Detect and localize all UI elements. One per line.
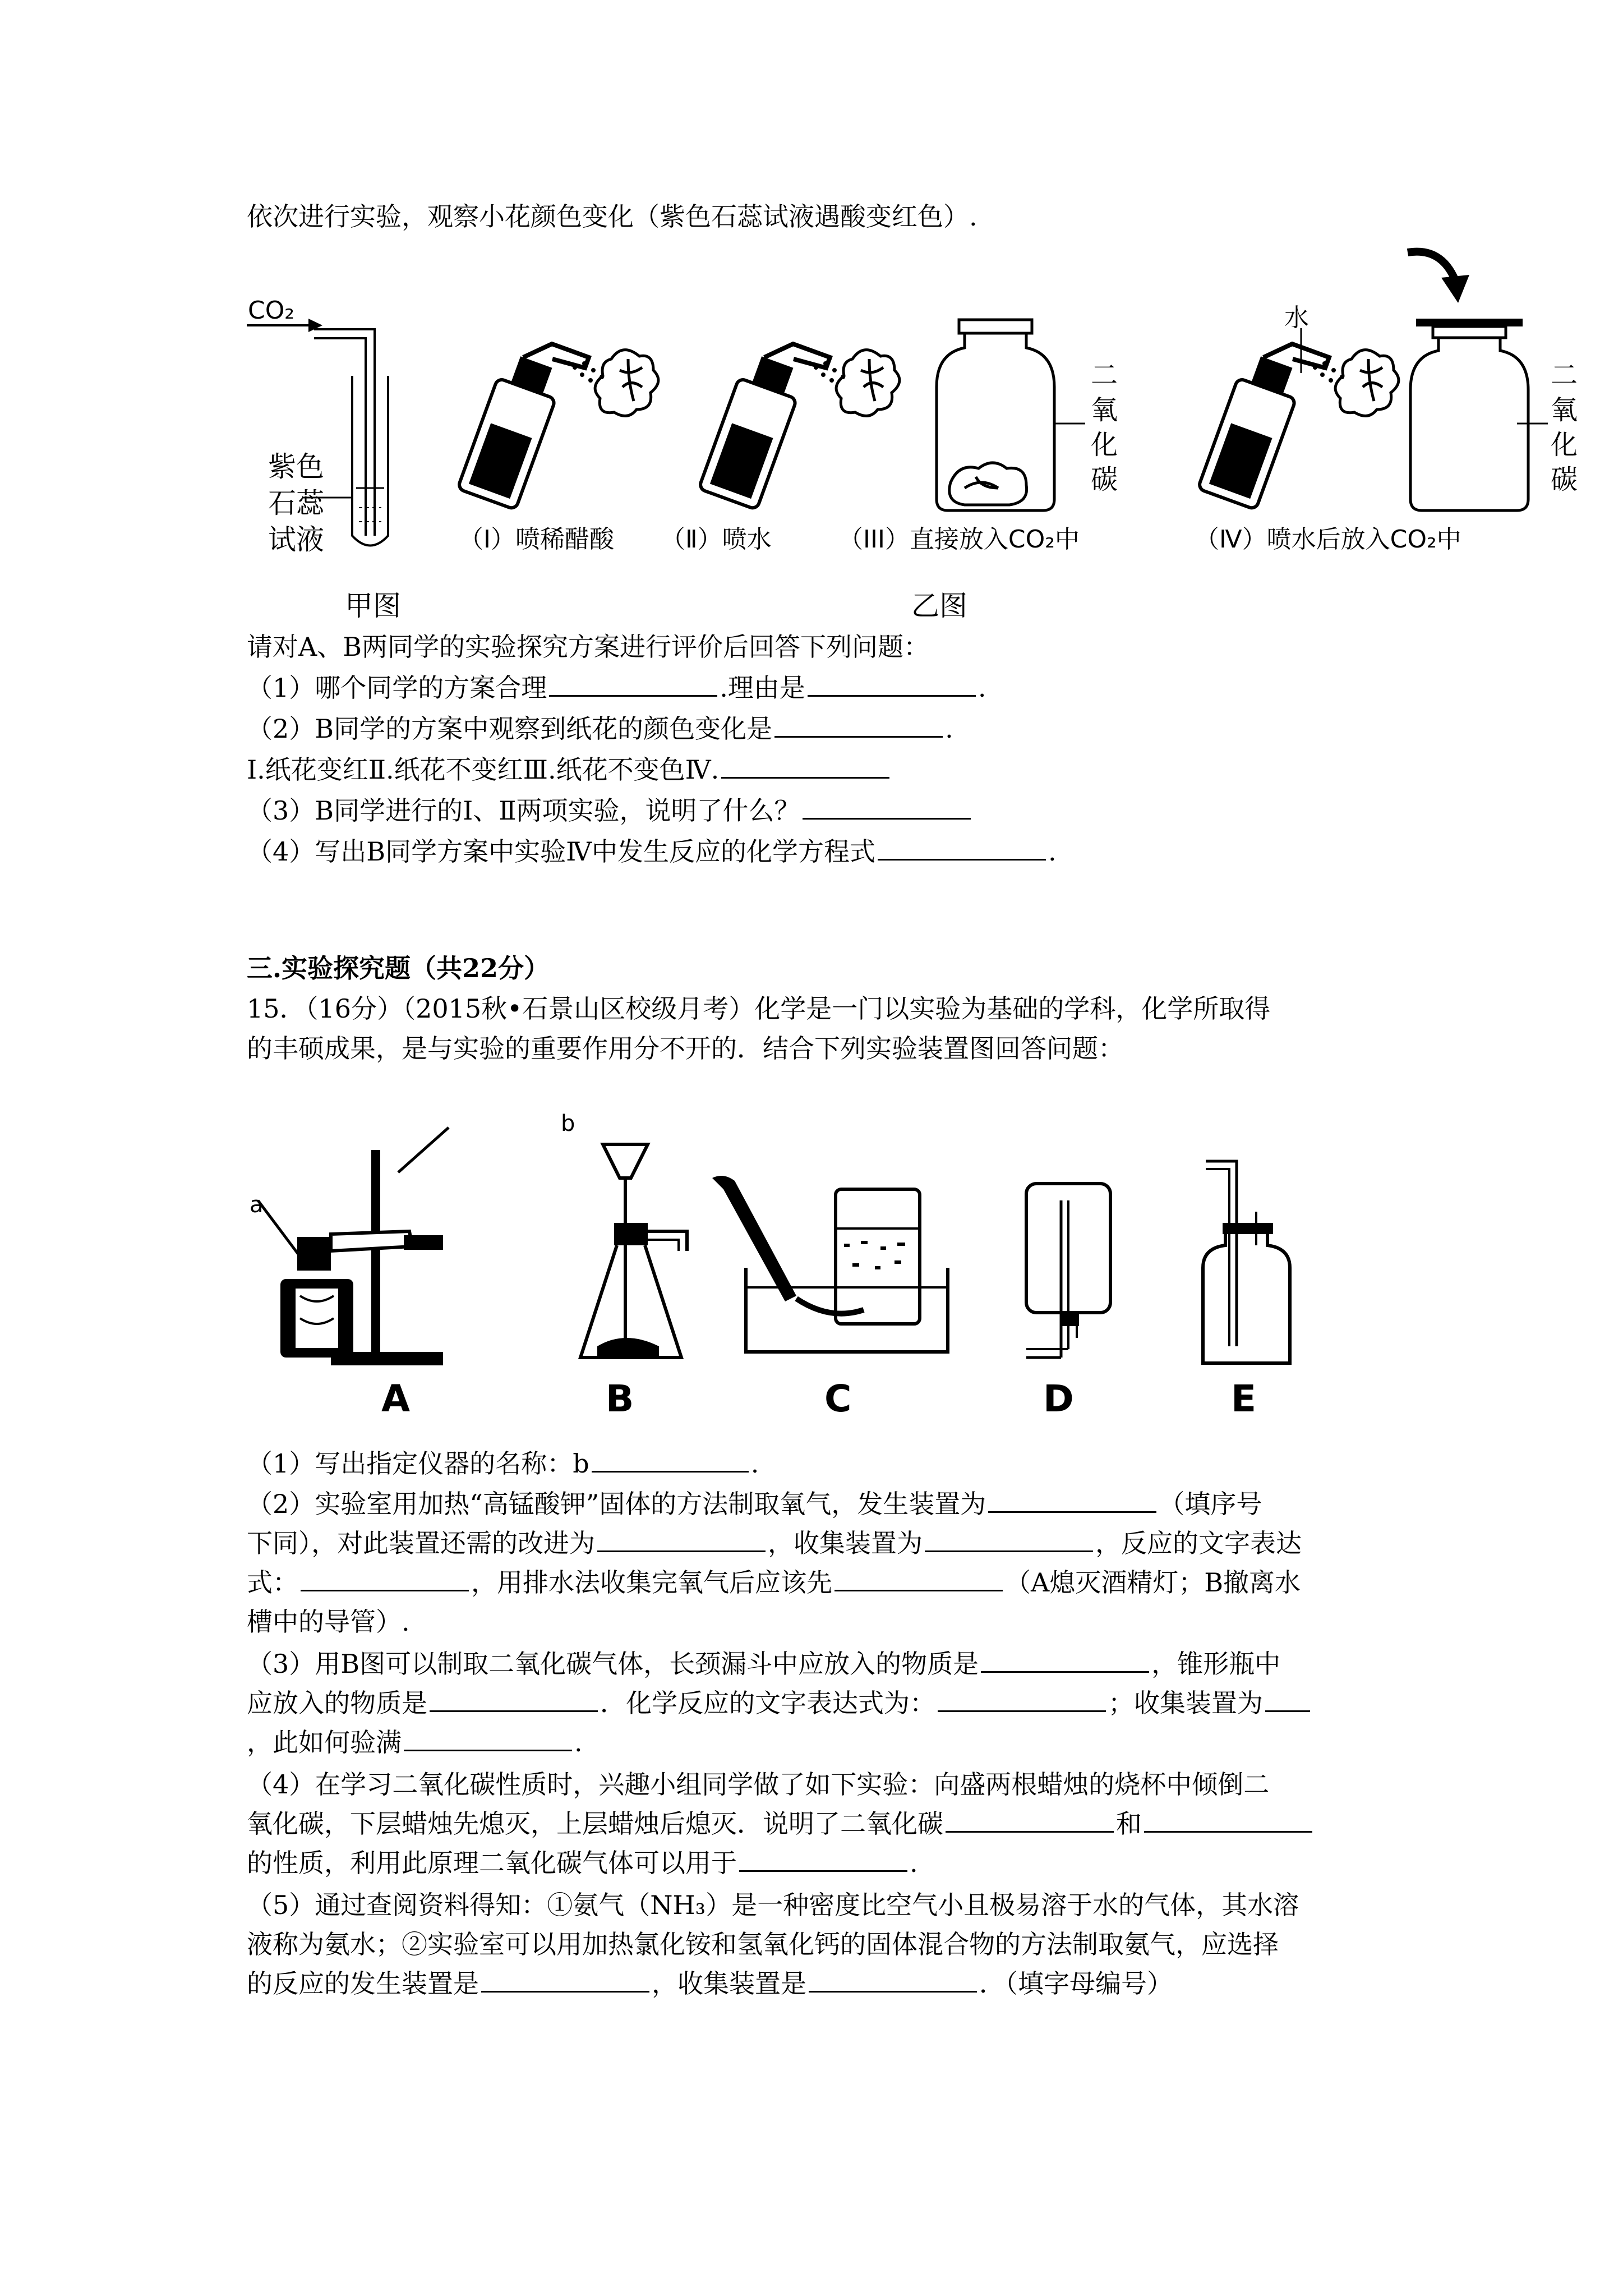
q15-part1-text: （1）写出指定仪器的名称：b — [247, 1448, 589, 1479]
q15-part4-text: 氧化碳，下层蜡烛先熄灭，上层蜡烛后熄灭．说明了二氧化碳 — [247, 1809, 943, 1839]
q15-part5-line2: 液称为氨水；②实验室可以用加热氯化铵和氢氧化钙的固体混合物的方法制取氨气，应选择 — [247, 1929, 1279, 1959]
litmus-label-1: 紫色 — [268, 450, 324, 483]
gas-jar-icon — [1399, 314, 1539, 516]
q15-part3-text: ．化学反应的文字表达式为： — [600, 1688, 935, 1718]
q15-part2-text: ，收集装置为 — [768, 1528, 923, 1558]
q15-part5-line1: （5）通过查阅资料得知：①氨气（NH₃）是一种密度比空气小且极易溶于水的气体，其水溶 — [247, 1890, 1299, 1920]
q14-part3 — [247, 793, 973, 828]
q15-part2-text: 下同），对此装置还需的改进为 — [247, 1528, 595, 1558]
q15-part3-text: 应放入的物质是 — [247, 1688, 427, 1718]
co2-arrow-icon — [247, 314, 325, 337]
q15-part5-text: ．（填字母编号） — [979, 1968, 1173, 1999]
answer-blank[interactable] — [803, 795, 971, 820]
label-leader-line — [1517, 421, 1551, 426]
answer-blank[interactable] — [301, 1567, 469, 1591]
answer-blank[interactable] — [834, 1567, 1003, 1591]
jar-label-3: 化 — [1551, 429, 1578, 461]
answer-blank[interactable] — [946, 1809, 1114, 1833]
figure-yi-label: 乙图 — [911, 590, 967, 622]
label-apparatus-b: B — [606, 1377, 634, 1420]
q14-part3-text: （3）B同学进行的Ⅰ、Ⅱ两项实验，说明了什么？ — [247, 795, 800, 826]
q14-part1: （1）哪个同学的方案合理 .理由是 . — [247, 673, 986, 703]
caption-4: （Ⅳ）喷水后放入CO₂中 — [1195, 525, 1461, 554]
q15-part3-line3: ，此如何验满 . — [247, 1727, 583, 1757]
q15-part3-text: ，此如何验满 — [247, 1727, 402, 1757]
section-title: 三.实验探究题（共22分） — [247, 953, 550, 983]
jar-label-3: 化 — [1091, 429, 1118, 461]
q14-part2-text: （2）B同学的方案中观察到纸花的颜色变化是 — [247, 714, 773, 744]
q15-part5-text: ，收集装置是 — [652, 1968, 806, 1999]
q14-part1-reason-text: .理由是 — [720, 673, 805, 703]
q15-part3-text: （3）用B图可以制取二氧化碳气体，长颈漏斗中应放入的物质是 — [247, 1649, 979, 1679]
q15-intro-line2: 的丰硕成果，是与实验的重要作用分不开的．结合下列实验装置图回答问题： — [247, 1033, 1124, 1064]
answer-blank[interactable] — [925, 1528, 1093, 1552]
label-apparatus-c: C — [824, 1377, 852, 1420]
q15-part5-line3 — [247, 1966, 1173, 2001]
q15-part4-text: 的性质，利用此原理二氧化碳气体可以用于 — [247, 1848, 737, 1878]
answer-blank[interactable] — [809, 1968, 977, 1993]
label-b-small: b — [561, 1111, 575, 1137]
answer-blank[interactable] — [430, 1688, 598, 1712]
answer-blank[interactable] — [878, 836, 1046, 861]
figure-jia-label: 甲图 — [345, 590, 401, 622]
label-apparatus-a: A — [381, 1377, 411, 1420]
label-leader-line — [1054, 421, 1088, 426]
label-apparatus-e: E — [1231, 1377, 1257, 1420]
jar-label-4: 碳 — [1091, 464, 1118, 495]
answer-blank[interactable] — [592, 1448, 749, 1473]
co2-label: CO₂ — [248, 296, 294, 325]
q15-part4-text: 和 — [1116, 1809, 1142, 1839]
caption-2: （Ⅱ）喷水 — [661, 525, 772, 554]
answer-blank[interactable] — [481, 1968, 649, 1993]
q15-part2-line3 — [247, 1565, 1301, 1600]
jar-label-2: 氧 — [1091, 394, 1118, 426]
water-label: 水 — [1284, 303, 1309, 332]
q15-part3-line2 — [247, 1686, 1312, 1720]
q14-options-text: Ⅰ.纸花变红Ⅱ.纸花不变红Ⅲ.纸花不变色Ⅳ. — [247, 754, 720, 785]
label-apparatus-d: D — [1043, 1377, 1074, 1420]
curved-arrow-icon — [1402, 241, 1481, 309]
q15-part4-line1: （4）在学习二氧化碳性质时，兴趣小组同学做了如下实验：向盛两根蜡烛的烧杯中倾倒二 — [247, 1769, 1270, 1800]
q15-part2-text: （2）实验室用加热“高锰酸钾”固体的方法制取氧气，发生装置为 — [247, 1489, 986, 1519]
caption-1: （I）喷稀醋酸 — [459, 525, 614, 554]
litmus-label-3: 试液 — [268, 523, 324, 556]
q15-part2-text: ，用排水法收集完氧气后应该先 — [471, 1567, 832, 1598]
answer-blank[interactable] — [981, 1649, 1149, 1673]
q15-part3-text: ，锥形瓶中 — [1151, 1649, 1281, 1679]
q15-part3-line1 — [247, 1646, 1280, 1681]
q15-part2-line4: 槽中的导管）. — [247, 1607, 410, 1637]
jar-label-4: 碳 — [1551, 464, 1578, 495]
q15-part2-line2 — [247, 1526, 1302, 1561]
jar-label-2: 氧 — [1551, 394, 1578, 426]
q14-part2: （2）B同学的方案中观察到纸花的颜色变化是 . — [247, 714, 953, 744]
q15-part5-text: 的反应的发生装置是 — [247, 1968, 479, 1999]
label-a-small: a — [250, 1192, 264, 1218]
answer-blank[interactable] — [774, 714, 943, 738]
q15-part2-text: 式： — [247, 1567, 298, 1598]
q14-part2-options — [247, 752, 892, 787]
jar-label-1: 二 — [1551, 360, 1578, 391]
q15-part2-note: （填序号 — [1159, 1489, 1262, 1519]
answer-blank[interactable] — [404, 1727, 572, 1751]
intro-text: 依次进行实验，观察小花颜色变化（紫色石蕊试液遇酸变红色）. — [247, 201, 978, 232]
answer-blank[interactable] — [549, 673, 717, 697]
q15-part2-text: ，反应的文字表达 — [1095, 1528, 1302, 1558]
q14-part4: （4）写出B同学方案中实验Ⅳ中发生反应的化学方程式 . — [247, 836, 1057, 867]
answer-blank[interactable] — [938, 1688, 1106, 1712]
q15-part2-text: （A熄灭酒精灯；B撤离水 — [1005, 1567, 1301, 1598]
apparatus-e-icon — [1195, 1156, 1307, 1374]
water-leader-line — [1295, 328, 1307, 376]
q14-intro: 请对A、B两同学的实验探究方案进行评价后回答下列问题： — [247, 632, 930, 662]
q15-intro-line1: 15．（16分）（2015秋•石景山区校级月考）化学是一门以实验为基础的学科，化学所取得 — [247, 993, 1271, 1024]
answer-blank[interactable] — [739, 1848, 907, 1872]
q15-part2-line1 — [247, 1487, 1262, 1521]
apparatus-d-icon — [1021, 1178, 1133, 1374]
apparatus-a-icon — [247, 1116, 538, 1374]
q14-part4-text: （4）写出B同学方案中实验Ⅳ中发生反应的化学方程式 — [247, 836, 876, 867]
answer-blank[interactable] — [597, 1528, 766, 1552]
answer-blank[interactable] — [988, 1489, 1156, 1513]
test-tube-icon — [314, 323, 415, 558]
answer-blank[interactable] — [1144, 1809, 1312, 1833]
q15-part1: （1）写出指定仪器的名称：b . — [247, 1448, 759, 1479]
apparatus-c-icon — [712, 1172, 953, 1374]
q15-part4-line2 — [247, 1806, 1315, 1841]
answer-blank[interactable] — [721, 754, 889, 779]
answer-blank[interactable] — [1265, 1688, 1310, 1712]
answer-blank[interactable] — [808, 673, 976, 697]
caption-3: （III）直接放入CO₂中 — [838, 525, 1080, 554]
gas-jar-icon — [925, 314, 1066, 516]
sprayer-icon — [443, 325, 679, 510]
litmus-label-2: 石蕊 — [268, 487, 324, 519]
jar-label-1: 二 — [1091, 360, 1118, 391]
q14-part1-text: （1）哪个同学的方案合理 — [247, 673, 547, 703]
q15-part3-text: ；收集装置为 — [1108, 1688, 1263, 1718]
sprayer-icon — [684, 325, 920, 510]
q15-part4-line3: 的性质，利用此原理二氧化碳气体可以用于 . — [247, 1848, 918, 1878]
